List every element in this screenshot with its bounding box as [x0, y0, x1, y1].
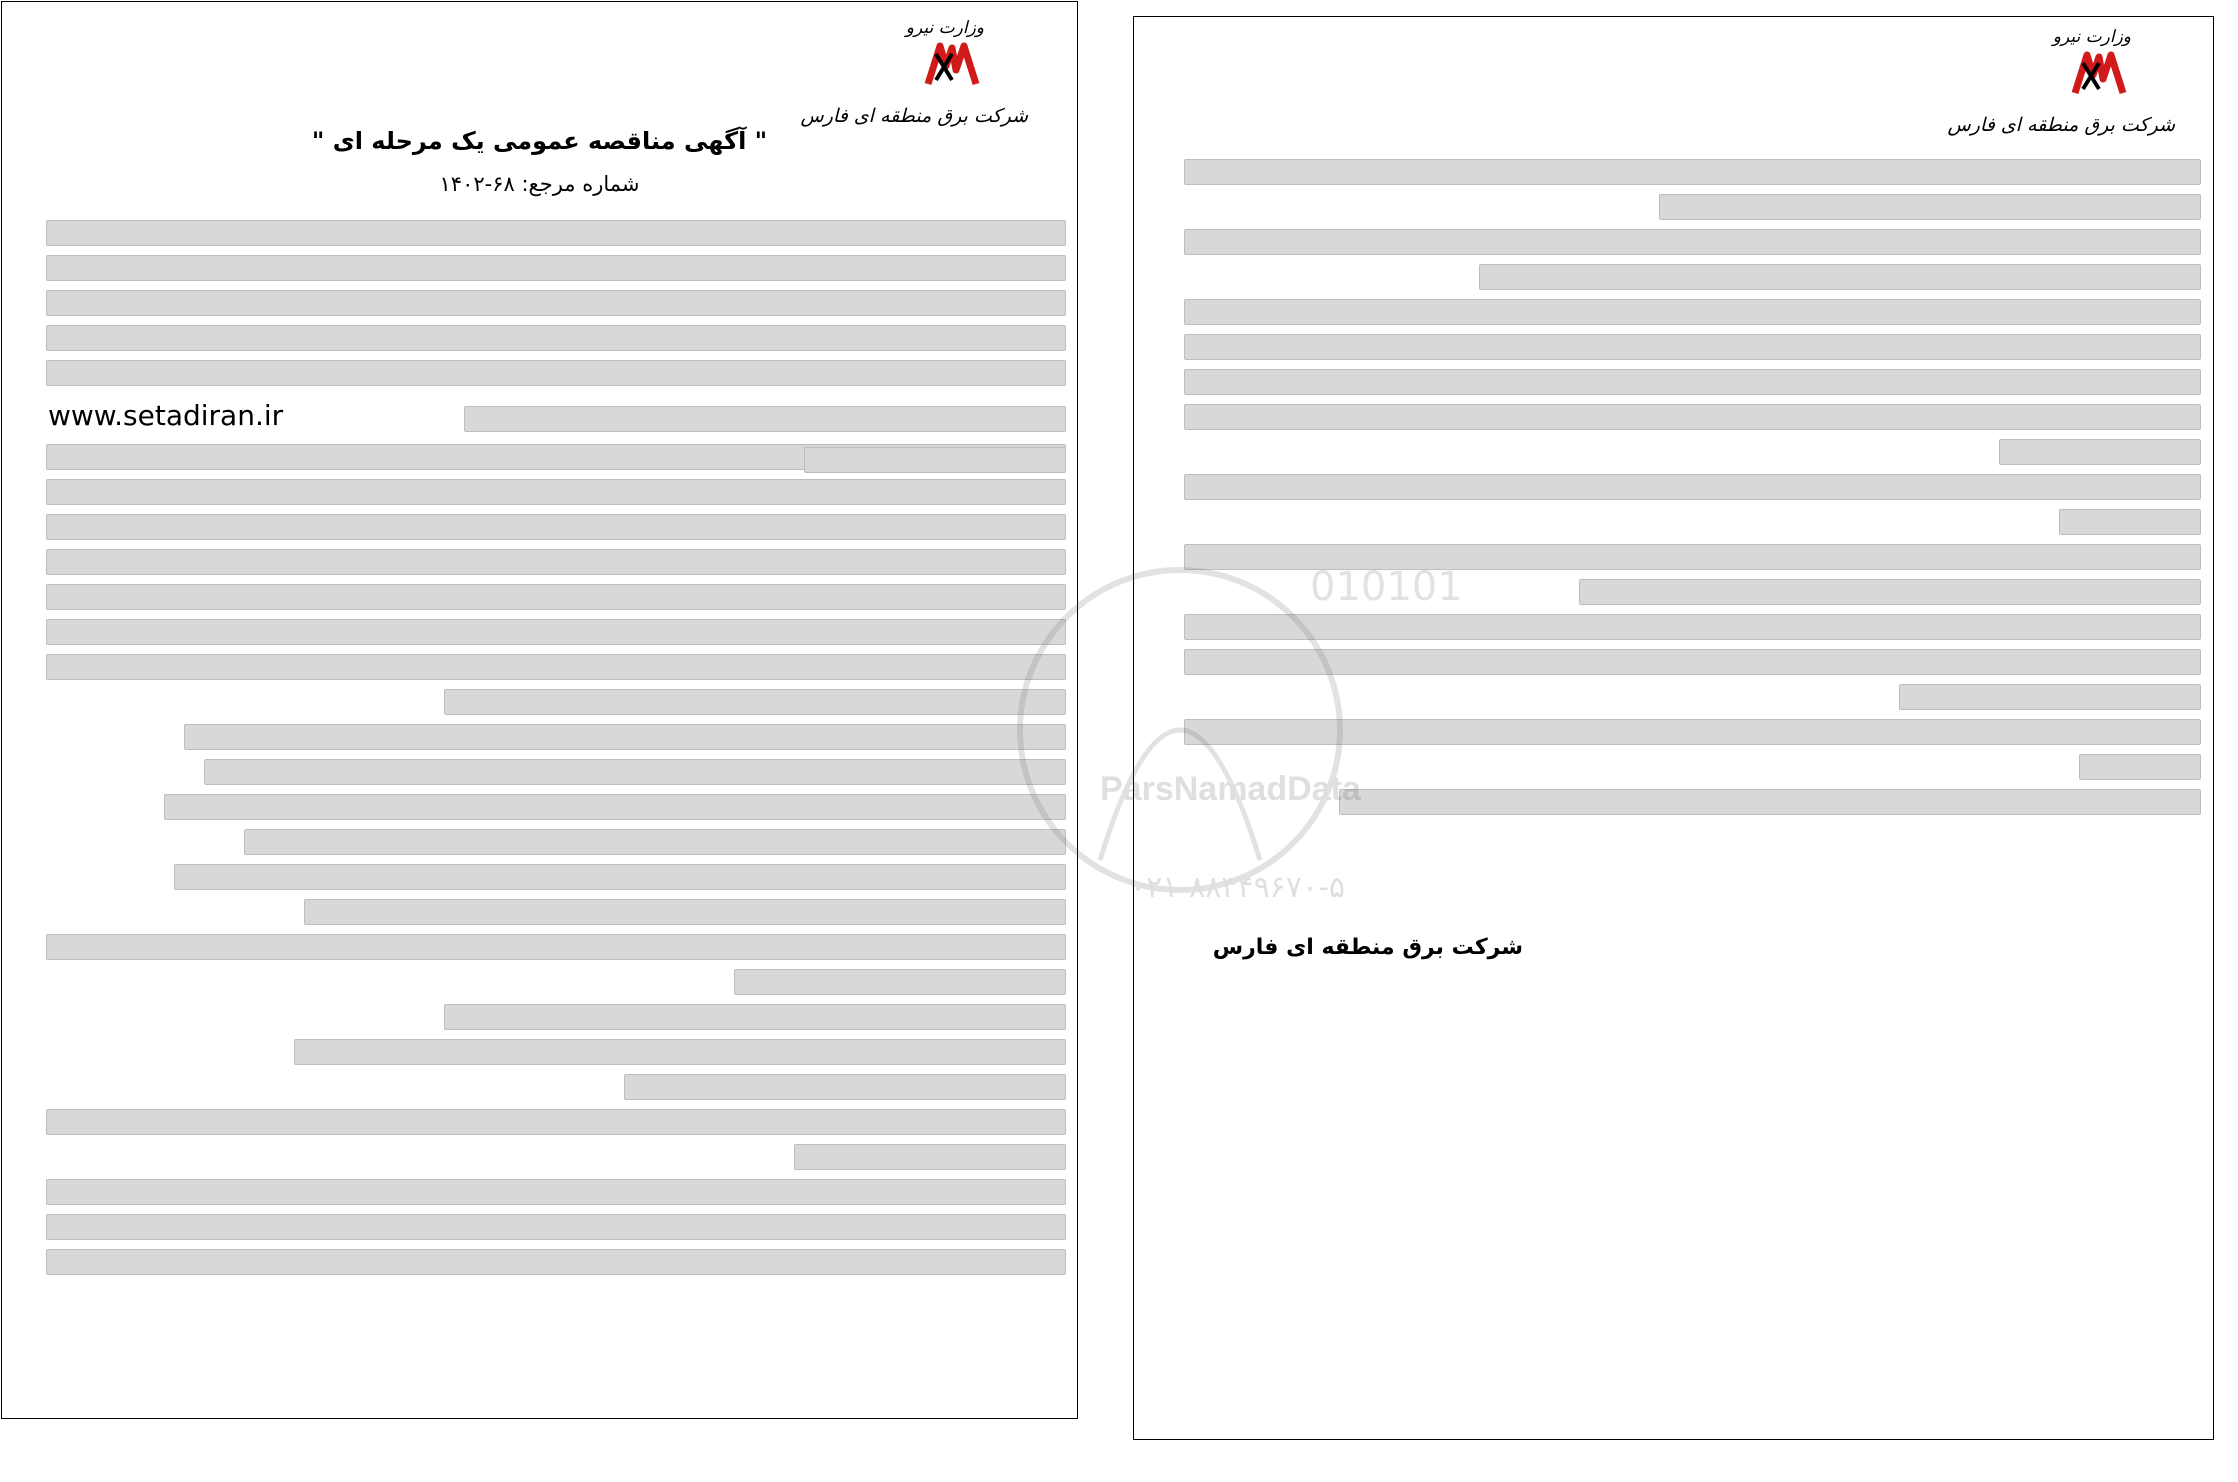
power-company-emblem-icon	[2069, 49, 2131, 101]
company-label: شرکت برق منطقه ای فارس	[1947, 114, 2175, 136]
company-label: شرکت برق منطقه ای فارس	[800, 105, 1028, 127]
website-link[interactable]: www.setadiran.ir	[48, 399, 284, 432]
website-line	[48, 395, 1066, 436]
right-notice-body	[1186, 151, 2201, 824]
left-notice-panel	[1, 1, 1078, 1419]
right-notice-panel	[1133, 16, 2214, 1440]
tavanir-logo	[1947, 25, 2179, 140]
notice-title: " آگهی مناقصه عمومی یک مرحله ای "	[311, 127, 768, 155]
reference-number: شماره مرجع: ۶۸-۱۴۰۲	[439, 172, 640, 196]
power-company-emblem-icon	[922, 40, 984, 92]
tavanir-logo	[800, 16, 1032, 131]
ministry-label: وزارت نیرو	[905, 18, 984, 38]
signature-company: شرکت برق منطقه ای فارس	[1212, 935, 1523, 960]
ministry-label: وزارت نیرو	[2052, 27, 2131, 47]
left-notice-body	[48, 212, 1066, 1284]
